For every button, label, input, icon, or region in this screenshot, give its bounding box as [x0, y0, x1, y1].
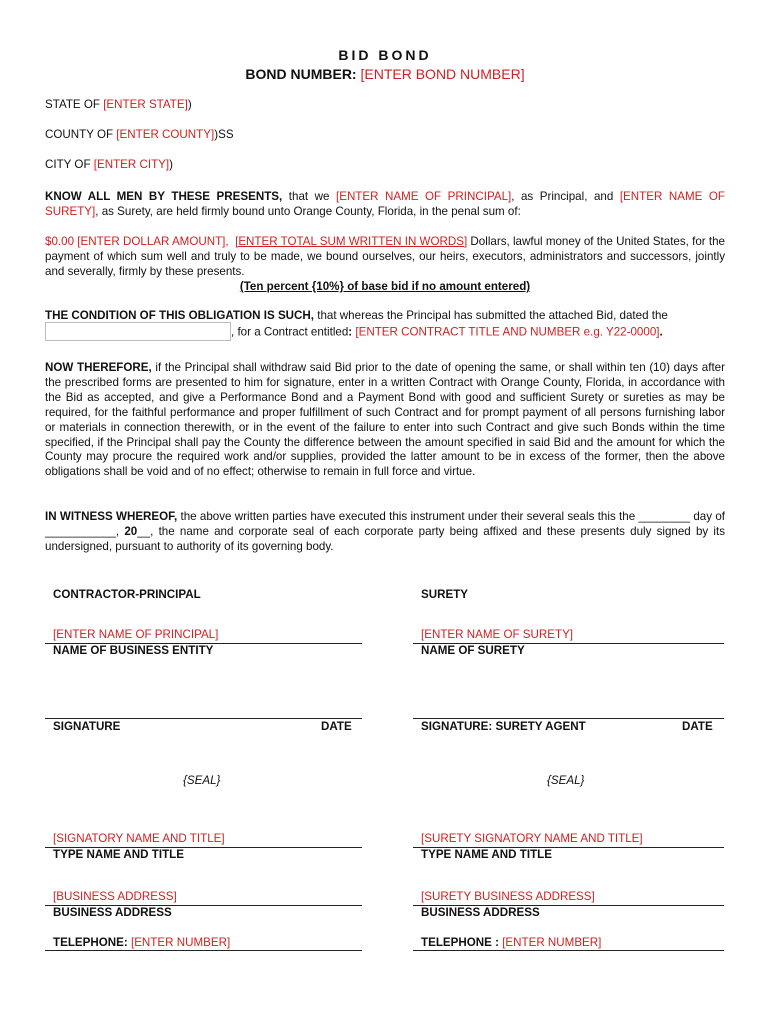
state-label: STATE OF	[45, 98, 100, 111]
principal-telephone-rule	[45, 950, 362, 951]
principal-date-label: DATE	[321, 720, 352, 733]
principal-telephone-line	[53, 936, 230, 949]
know-all-paragraph	[45, 190, 725, 220]
city-label: CITY OF	[45, 158, 91, 171]
bond-number-field[interactable]: [ENTER BOND NUMBER]	[360, 66, 525, 82]
surety-telephone-field[interactable]: [ENTER NUMBER]	[502, 936, 602, 949]
surety-heading: SURETY	[421, 588, 469, 601]
surety-date-label: DATE	[682, 720, 713, 733]
bond-number-label: BOND NUMBER:	[245, 66, 357, 82]
know-all-text-3: , as Surety, are held firmly bound unto Orange County, Florida, in the penal sum of:	[95, 204, 521, 218]
condition-paragraph	[45, 309, 725, 341]
principal-type-name-label: TYPE NAME AND TITLE	[53, 848, 184, 861]
name-of-surety-label: NAME OF SURETY	[421, 644, 525, 657]
surety-address-field[interactable]: [SURETY BUSINESS ADDRESS]	[421, 890, 595, 903]
city-field[interactable]: [ENTER CITY]	[93, 158, 170, 171]
surety-telephone-line	[421, 936, 601, 949]
witness-paragraph	[45, 510, 725, 555]
principal-address-label: BUSINESS ADDRESS	[53, 906, 172, 919]
principal-address-field[interactable]: [BUSINESS ADDRESS]	[53, 890, 177, 903]
condition-lead: THE CONDITION OF THIS OBLIGATION IS SUCH,	[45, 309, 315, 322]
bond-number-line	[0, 66, 770, 82]
principal-telephone-label: TELEPHONE:	[53, 936, 128, 949]
know-all-text-1: that we	[282, 190, 336, 203]
now-therefore-paragraph	[45, 361, 725, 480]
principal-seal: {SEAL}	[183, 774, 221, 787]
principal-telephone-field[interactable]: [ENTER NUMBER]	[130, 936, 231, 949]
contractor-principal-heading: CONTRACTOR-PRINCIPAL	[53, 588, 201, 601]
ten-percent-note-text: (Ten percent {10%} of base bid if no amount entered)	[239, 280, 531, 293]
surety-address-label: BUSINESS ADDRESS	[421, 906, 540, 919]
surety-telephone-rule	[413, 950, 724, 951]
now-therefore-lead: NOW THEREFORE,	[45, 361, 152, 374]
city-suffix: )	[169, 158, 174, 171]
county-suffix: )SS	[214, 128, 234, 141]
ten-percent-note	[45, 280, 725, 295]
surety-name-field[interactable]: [ENTER NAME OF SURETY]	[45, 190, 725, 218]
county-line	[45, 127, 725, 142]
county-field[interactable]: [ENTER COUNTY]	[116, 128, 215, 141]
city-line	[45, 157, 725, 172]
penal-sum-text: Dollars, lawful money of the United States, for the payment of which sum well and truly to be made, we bound ourselves, our heirs, executors, administrators and successors, jointly and severally, firmly by these presents.	[45, 235, 725, 278]
surety-signature-rule[interactable]	[413, 718, 724, 719]
surety-seal: {SEAL}	[547, 774, 585, 787]
surety-telephone-label: TELEPHONE :	[421, 936, 499, 949]
document-title: BID BOND	[338, 47, 432, 63]
principal-entity-field[interactable]: [ENTER NAME OF PRINCIPAL]	[53, 628, 219, 641]
principal-signature-rule[interactable]	[45, 718, 362, 719]
signature-label: SIGNATURE	[53, 720, 121, 733]
business-entity-label: NAME OF BUSINESS ENTITY	[53, 644, 214, 657]
witness-year: 20	[124, 524, 138, 538]
condition-text-1: that whereas the Principal has submitted the attached Bid, dated the	[314, 309, 668, 322]
state-suffix: )	[187, 98, 192, 111]
condition-end: .	[659, 325, 663, 339]
know-all-text-2: , as Principal, and	[511, 190, 620, 203]
witness-text-1: the above written parties have executed this instrument under their several seals this the ________ day of ___________,	[45, 510, 725, 538]
penal-sum-paragraph	[45, 235, 725, 280]
surety-agent-signature-label: SIGNATURE: SURETY AGENT	[421, 720, 586, 733]
know-all-lead: KNOW ALL MEN BY THESE PRESENTS,	[45, 190, 283, 203]
witness-lead: IN WITNESS WHEREOF,	[45, 510, 178, 523]
state-line	[45, 97, 725, 112]
condition-colon: :	[348, 325, 353, 339]
now-therefore-text: if the Principal shall withdraw said Bid prior to the date of opening the same, or shall within ten (10) days after the prescribed forms are presented to him for signature, enter in a written Contract with Orange County, Florida, in accordance with the Bid as accepted, and give a Performance Bond and a Payment Bond with good and sufficient Surety or sureties as may be required, for the faithful performance and proper fulfillment of such Contract and for prompt payment of all persons furnishing labor or materials in connection therewith, or in the event of the failure to enter into such Contract and give such Bonds within the time specified, if the Principal shall pay the County the difference between the amount specified in said Bid and the amount for which the County may procure the required work and/or supplies, provided the latter amount to be in excess of the former, then the above obligations shall be void and of no effect; otherwise to remain in full force and virtue.	[45, 361, 725, 479]
state-field[interactable]: [ENTER STATE]	[103, 98, 188, 111]
surety-type-name-label: TYPE NAME AND TITLE	[421, 848, 552, 861]
county-label: COUNTY OF	[45, 128, 114, 141]
principal-signatory-field[interactable]: [SIGNATORY NAME AND TITLE]	[53, 832, 225, 845]
dollar-amount-field[interactable]: $0.00 [ENTER DOLLAR AMOUNT],	[45, 235, 229, 248]
principal-name-field[interactable]: [ENTER NAME OF PRINCIPAL]	[335, 190, 512, 203]
sum-in-words-field[interactable]: [ENTER TOTAL SUM WRITTEN IN WORDS]	[235, 235, 468, 248]
surety-signatory-field[interactable]: [SURETY SIGNATORY NAME AND TITLE]	[421, 832, 643, 845]
witness-text-2: __, the name and corporate seal of each corporate party being affixed and these presents duly signed by its undersigned, pursuant to authority of its governing body.	[45, 524, 725, 553]
bid-date-input[interactable]	[45, 322, 231, 341]
condition-text-2: , for a Contract entitled	[231, 325, 349, 339]
surety-entity-field[interactable]: [ENTER NAME OF SURETY]	[421, 628, 574, 641]
contract-title-field[interactable]: [ENTER CONTRACT TITLE AND NUMBER e.g. Y22-0000]	[352, 325, 660, 339]
